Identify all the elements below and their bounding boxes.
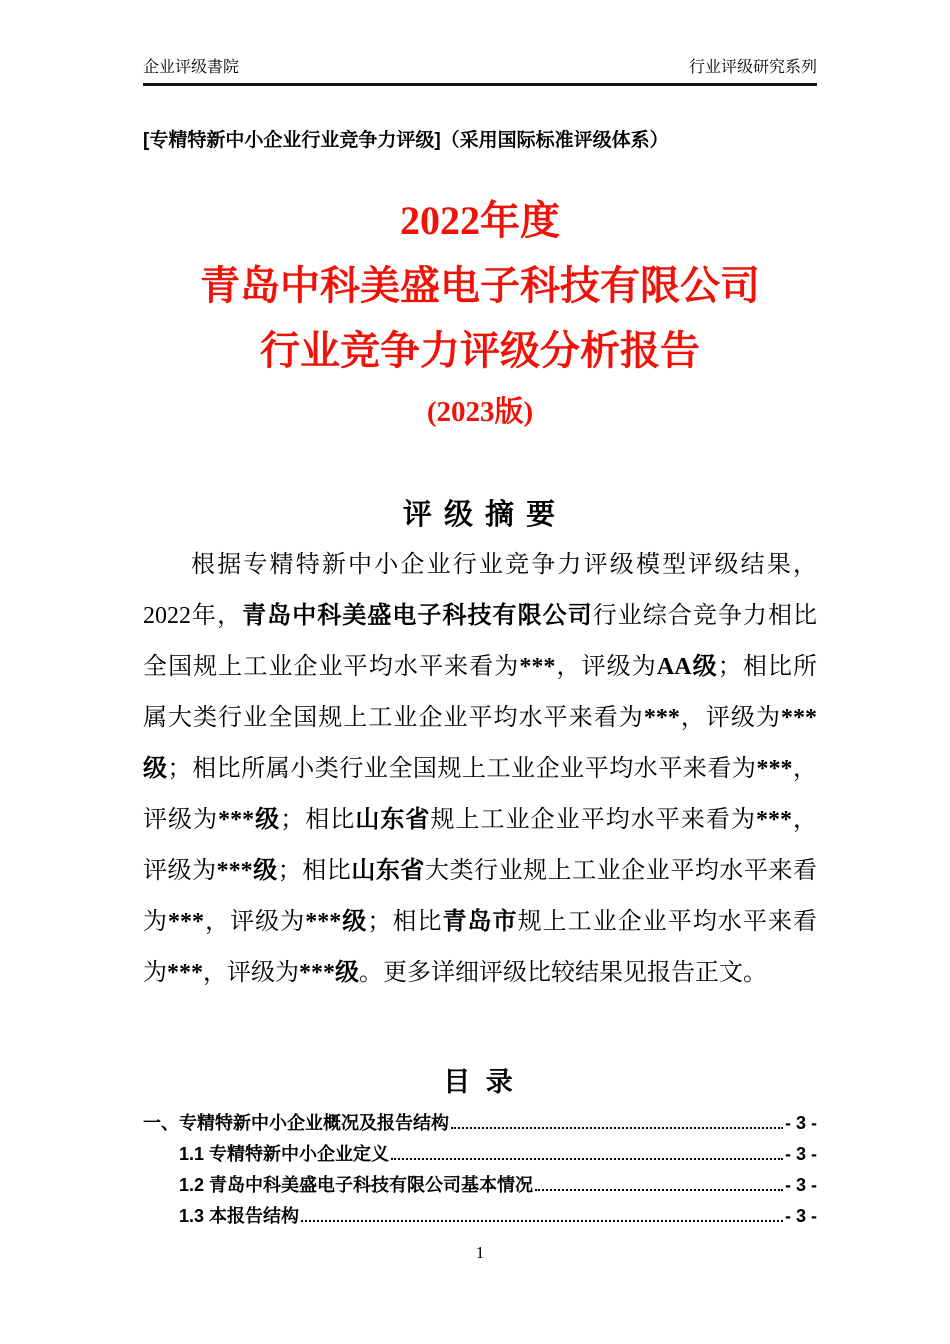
summary-bold-text: 山东省	[355, 807, 431, 833]
toc-item[interactable]	[143, 1140, 817, 1171]
page-header	[143, 58, 817, 86]
toc-list	[143, 1109, 817, 1233]
toc-leader-dots	[535, 1189, 783, 1191]
toc-item-label: 1.2 青岛中科美盛电子科技有限公司基本情况	[179, 1175, 534, 1195]
summary-bold-text: ***	[643, 705, 680, 731]
summary-text: ，评级为	[555, 654, 657, 680]
summary-text: 根据专精特新中小企业行业竞争力评级模型评级结果，	[191, 552, 817, 578]
summary-line	[143, 693, 817, 744]
summary-line	[143, 642, 817, 693]
toc-item-label: 一、专精特新中小企业概况及报告结构	[143, 1113, 449, 1133]
summary-text: 规上工业企业平均水平来看为	[430, 807, 756, 833]
toc-heading: 目 录	[443, 1067, 517, 1097]
toc-item[interactable]	[143, 1109, 817, 1140]
page-number: 1	[475, 1243, 485, 1262]
summary-text: 为	[143, 960, 167, 986]
summary-bold-text: 青岛中科美盛电子科技有限公司	[242, 603, 593, 629]
toc-item-page: - 3 -	[784, 1144, 817, 1164]
summary-text: 大类行业规上工业企业平均水平来看	[424, 858, 817, 884]
summary-bold-text: 级	[143, 756, 168, 782]
header-left-text: 企业评级書院	[143, 59, 240, 76]
summary-text: 评级为	[143, 858, 217, 884]
summary-text: ；相比所属小类行业全国规上工业企业平均水平来看为	[167, 756, 757, 782]
summary-text: ，	[792, 807, 817, 833]
summary-text: 为	[143, 909, 169, 935]
summary-line	[143, 846, 817, 897]
toc-item-label: 1.3 本报告结构	[179, 1206, 300, 1226]
summary-bold-text: ***	[756, 807, 792, 833]
toc-leader-dots	[391, 1158, 783, 1160]
summary-heading: 评 级 摘 要	[402, 499, 558, 531]
header-right-text: 行业评级研究系列	[688, 59, 817, 76]
summary-bold-text: 山东省	[351, 858, 425, 884]
summary-text: 行业综合竞争力相比	[592, 603, 817, 629]
toc-item-page: - 3 -	[784, 1206, 817, 1226]
summary-bold-text: ***	[167, 960, 203, 986]
summary-text: ；相比	[367, 909, 443, 935]
summary-bold-text: ***	[519, 654, 556, 680]
summary-paragraph	[143, 540, 817, 999]
summary-line	[143, 897, 817, 948]
summary-bold-text: ***级	[299, 960, 359, 986]
toc-item-page: - 3 -	[784, 1175, 817, 1195]
summary-line	[143, 795, 817, 846]
summary-bold-text: ***	[756, 756, 793, 782]
rating-system-banner: [专精特新中小企业行业竞争力评级]（采用国际标准评级体系）	[143, 130, 669, 151]
toc-item-label: 1.1 专精特新中小企业定义	[179, 1144, 390, 1164]
summary-text: ；相比所	[717, 654, 817, 680]
summary-text: 属大类行业全国规上工业企业平均水平来看为	[143, 705, 644, 731]
summary-bold-text: 青岛市	[442, 909, 518, 935]
summary-line	[143, 540, 817, 591]
title-report-name: 行业竞争力评级分析报告	[260, 328, 700, 373]
summary-text: ；相比	[280, 807, 356, 833]
toc-item-page: - 3 -	[784, 1113, 817, 1133]
toc-leader-dots	[301, 1220, 783, 1222]
summary-bold-text: AA级	[656, 654, 718, 680]
toc-item[interactable]	[143, 1171, 817, 1202]
summary-text: ，评级为	[679, 705, 782, 731]
summary-line	[143, 948, 817, 999]
toc-leader-dots	[451, 1127, 783, 1129]
summary-text: ，评级为	[203, 960, 299, 986]
title-year: 2022年度	[400, 198, 560, 243]
summary-text: 。更多详细评级比较结果见报告正文。	[359, 960, 767, 986]
summary-text: 规上工业企业平均水平来看	[517, 909, 817, 935]
summary-text: ；相比	[277, 858, 352, 884]
summary-line	[143, 744, 817, 795]
summary-text: 2022年，	[143, 603, 243, 629]
summary-text: ，评级为	[204, 909, 306, 935]
summary-bold-text: ***级	[216, 858, 278, 884]
summary-text: ，	[792, 756, 817, 782]
title-company-name: 青岛中科美盛电子科技有限公司	[200, 263, 760, 308]
summary-text: 评级为	[143, 807, 219, 833]
summary-bold-text: ***	[781, 705, 817, 731]
toc-item[interactable]	[143, 1202, 817, 1233]
summary-bold-text: ***	[168, 909, 205, 935]
summary-bold-text: ***级	[218, 807, 281, 833]
report-title-block	[143, 188, 817, 441]
summary-line	[143, 591, 817, 642]
title-edition: (2023版)	[426, 396, 534, 428]
summary-bold-text: ***级	[305, 909, 368, 935]
summary-text: 全国规上工业企业平均水平来看为	[143, 654, 520, 680]
